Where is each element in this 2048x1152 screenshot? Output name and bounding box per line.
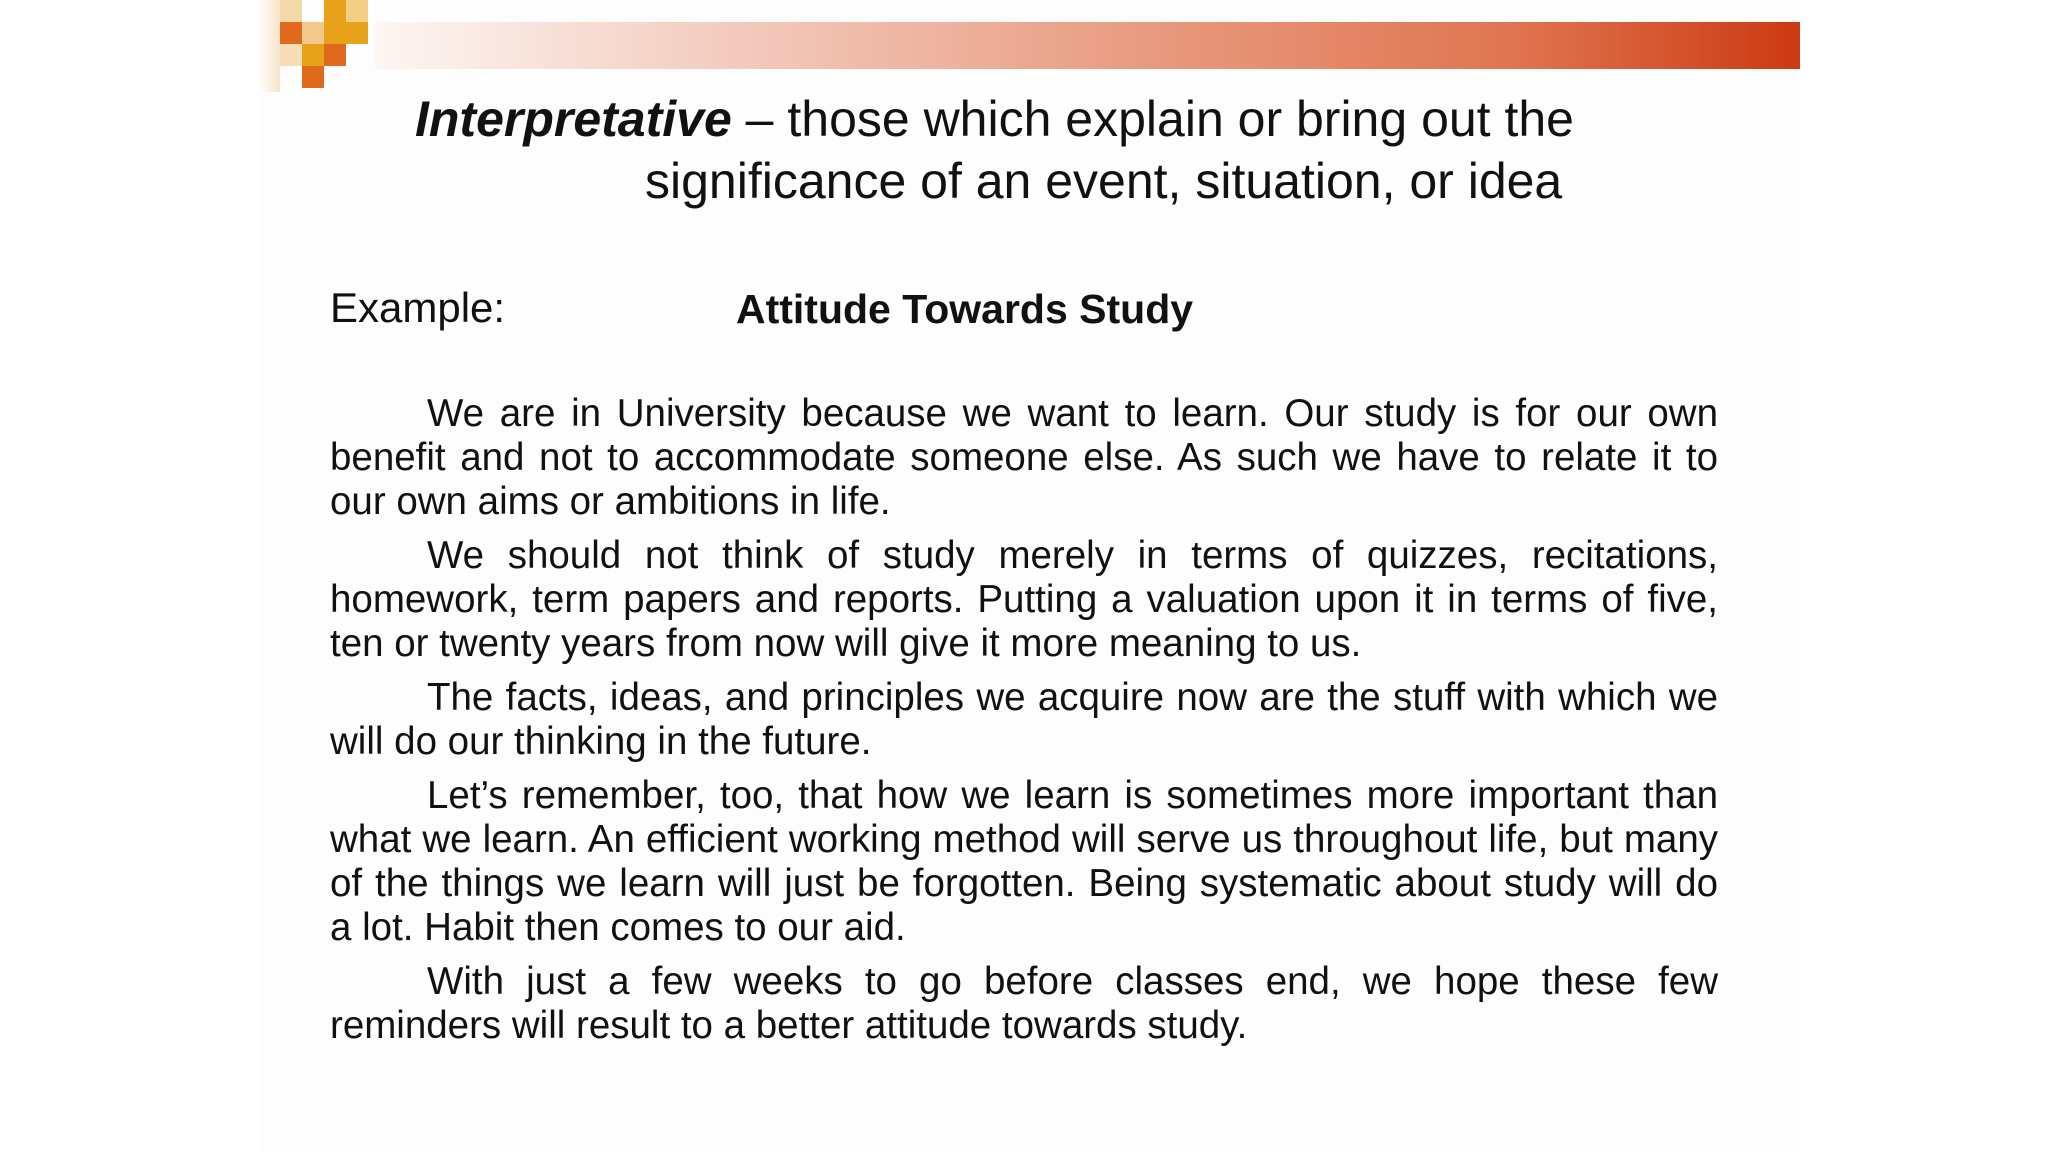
heading-line-2: significance of an event, situation, or idea <box>645 153 1563 209</box>
header-gradient-bar <box>375 22 1800 69</box>
example-body <box>330 392 1718 1058</box>
paragraph-1: We are in University because we want to learn. Our study is for our own benefit and not to accommodate someone else. As such we have to relate it to our own aims or ambitions in life. <box>330 392 1718 523</box>
heading-line-1 <box>415 88 1574 150</box>
example-label: Example: <box>330 284 506 331</box>
pixel-logo-icon <box>258 0 378 92</box>
heading-definition: – those which explain or bring out the <box>731 91 1574 147</box>
paragraph-5: With just a few weeks to go before classes end, we hope these few reminders will result to a better attitude towards study. <box>330 960 1718 1047</box>
paragraph-4: Let’s remember, too, that how we learn is sometimes more important than what we learn. An efficient working method will serve us throughout life, but many of the things we learn will just be forgotten. Being systematic about study will do a lot. Habit then comes to our aid. <box>330 774 1718 949</box>
paragraph-3: The facts, ideas, and principles we acquire now are the stuff with which we will do our thinking in the future. <box>330 676 1718 763</box>
example-title: Attitude Towards Study <box>736 286 1194 332</box>
paragraph-2: We should not think of study merely in terms of quizzes, recitations, homework, term papers and reports. Putting a valuation upon it in terms of five, ten or twenty years from now will give it more meaning to us. <box>330 534 1718 665</box>
heading-term: Interpretative <box>415 91 732 147</box>
